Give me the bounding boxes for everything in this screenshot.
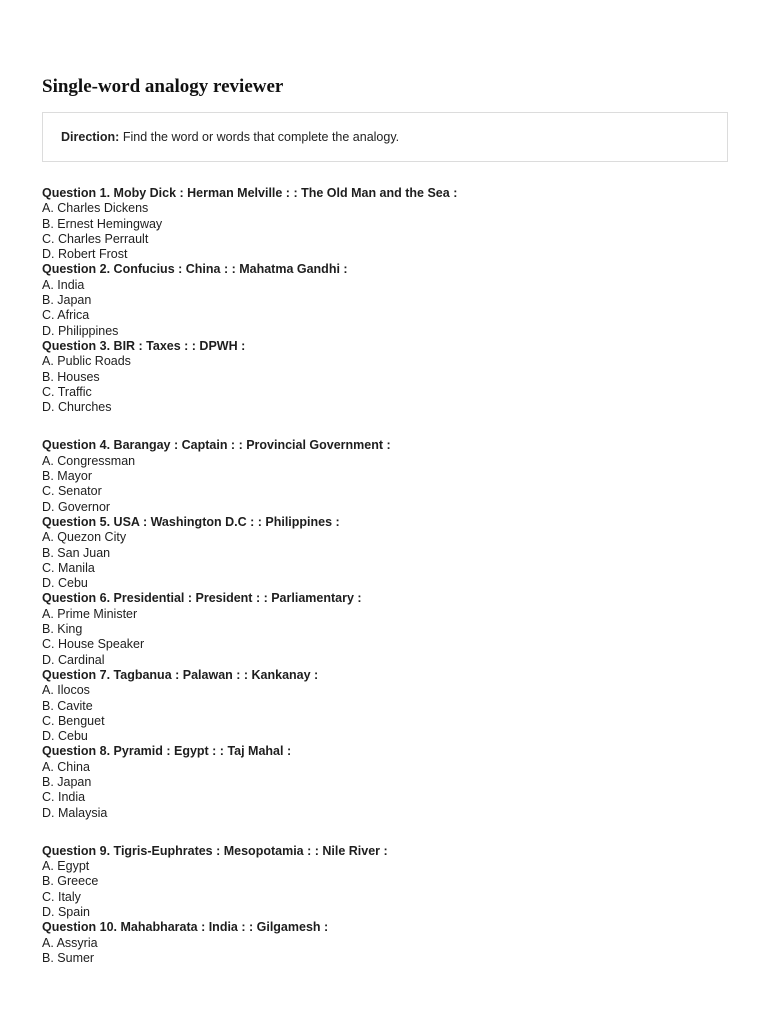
option-a: A. Charles Dickens bbox=[42, 201, 149, 216]
option-d: D. Robert Frost bbox=[42, 247, 128, 262]
question-6 bbox=[42, 591, 730, 667]
option-d: D. Cebu bbox=[42, 729, 88, 744]
question-2 bbox=[42, 262, 730, 338]
option-b: B. Houses bbox=[42, 369, 100, 384]
option-b: B. Sumer bbox=[42, 950, 95, 965]
direction-text: Find the word or words that complete the analogy. bbox=[122, 130, 400, 144]
option-b: B. Mayor bbox=[42, 469, 93, 484]
question-9 bbox=[42, 844, 730, 920]
question-text: Question 10. Mahabharata : India : : Gilgamesh : bbox=[42, 920, 329, 935]
option-b: B. Japan bbox=[42, 293, 92, 308]
option-b: B. Greece bbox=[42, 874, 99, 889]
option-b: B. San Juan bbox=[42, 545, 111, 560]
option-b: B. King bbox=[42, 622, 83, 637]
option-d: D. Churches bbox=[42, 400, 112, 415]
question-text: Question 9. Tigris-Euphrates : Mesopotamia : : Nile River : bbox=[42, 843, 388, 858]
question-text: Question 3. BIR : Taxes : : DPWH : bbox=[42, 338, 246, 353]
option-d: D. Cebu bbox=[42, 576, 88, 591]
option-c: C. Traffic bbox=[42, 384, 92, 399]
question-7 bbox=[42, 668, 730, 744]
option-c: C. Charles Perrault bbox=[42, 231, 149, 246]
direction-label: Direction: bbox=[61, 130, 120, 144]
option-c: C. India bbox=[42, 790, 86, 805]
question-5 bbox=[42, 515, 730, 591]
question-8 bbox=[42, 744, 730, 820]
option-b: B. Japan bbox=[42, 774, 92, 789]
question-3 bbox=[42, 339, 730, 415]
option-c: C. Benguet bbox=[42, 713, 105, 728]
option-d: D. Cardinal bbox=[42, 652, 105, 667]
direction-box bbox=[42, 112, 728, 162]
option-d: D. Malaysia bbox=[42, 805, 108, 820]
option-c: C. Italy bbox=[42, 889, 81, 904]
option-a: A. Quezon City bbox=[42, 530, 127, 545]
option-c: C. Senator bbox=[42, 484, 102, 499]
document-title: Single-word analogy reviewer bbox=[42, 76, 284, 97]
option-b: B. Ernest Hemingway bbox=[42, 216, 163, 231]
question-text: Question 5. USA : Washington D.C : : Philippines : bbox=[42, 514, 340, 529]
question-1 bbox=[42, 186, 730, 262]
option-a: A. India bbox=[42, 277, 85, 292]
question-text: Question 2. Confucius : China : : Mahatma Gandhi : bbox=[42, 262, 348, 277]
question-list bbox=[42, 186, 730, 966]
option-a: A. Public Roads bbox=[42, 354, 131, 369]
option-a: A. Assyria bbox=[42, 935, 98, 950]
question-10 bbox=[42, 920, 730, 966]
question-text: Question 1. Moby Dick : Herman Melville : : The Old Man and the Sea : bbox=[42, 186, 458, 200]
question-4 bbox=[42, 438, 730, 514]
question-text: Question 7. Tagbanua : Palawan : : Kankanay : bbox=[42, 667, 319, 682]
option-c: C. House Speaker bbox=[42, 637, 145, 652]
option-a: A. Congressman bbox=[42, 453, 136, 468]
option-a: A. Prime Minister bbox=[42, 606, 138, 621]
question-text: Question 8. Pyramid : Egypt : : Taj Mahal : bbox=[42, 744, 292, 759]
option-a: A. Ilocos bbox=[42, 683, 90, 698]
question-text: Question 4. Barangay : Captain : : Provincial Government : bbox=[42, 438, 391, 453]
option-d: D. Spain bbox=[42, 905, 90, 920]
option-b: B. Cavite bbox=[42, 698, 93, 713]
option-c: C. Africa bbox=[42, 308, 90, 323]
option-a: A. China bbox=[42, 759, 90, 774]
option-c: C. Manila bbox=[42, 560, 95, 575]
question-text: Question 6. Presidential : President : : Parliamentary : bbox=[42, 591, 362, 606]
option-d: D. Governor bbox=[42, 499, 111, 514]
option-d: D. Philippines bbox=[42, 323, 119, 338]
option-a: A. Egypt bbox=[42, 859, 90, 874]
